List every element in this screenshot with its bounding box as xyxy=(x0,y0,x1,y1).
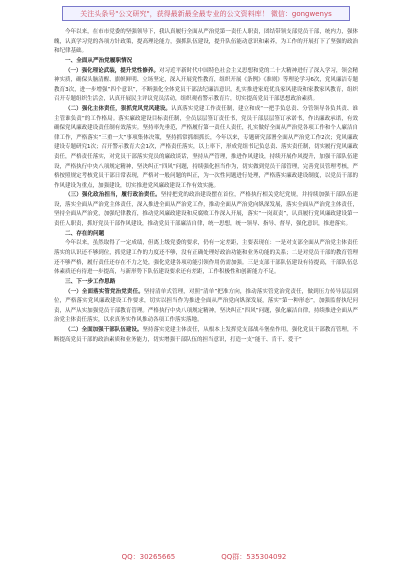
section-1-text-2: 认真落实党建工作责任制，建立和成“一把手负总责、分管领导各负其责、谁主管谁负责”的工作格局。落实廉政建设目标责任制，全员层层签订责任书，党员干部层层签订承诺书，作出廉政承诺，有效确保党风廉政建设责任制有效落实。坚持率先垂范，严格履行第一责任人责任，扎实做好全面从严治党各项工作和个人廉洁自律工作，严格落实“三重一大”事项集体决策，坚持抓常抓细抓长，今年以来，专题研究部署全面从严治党工作2次；党风廉政建设专题研究1次；召开警示教育大会1次，严格责任落实，以上率下，形成党组书记负总责、落实责任制，切实履行党风廉政责任，严格责任落实，对党员干部落实党员的廉政谈话，坚持从严管理，推进作风建设，持续开展作风提升，加强干部队伍建设，严格执行中央八项规定精神，坚决纠正“四风”问题，持续强化担当作为，切实做到党员干部管理，完善党员管理考核，严格按照规定考核党员干部日常表现，严格对一般问题的纠正，为一次性问题进行处理，严格落实廉政建设制度，以党员干部的作风建设为重点，加强建设，切实推进党风廉政建设工作有效实施。 xyxy=(54,105,359,189)
section-2-paragraph: 今年以来，虽然取得了一定成绩，但离上级党委的要求，仍有一定差距，主要表现在：一是对支部全面从严治党主体责任落实的认识还不够到位，抓党建工作的力度还不够，没有正确处理好政治功能和业务功能的关系；二是对党员干部的教育管理还不够严格，履行责任还存在不力之处，强化党建各项功能引领作用仍需加强。三是支部干部队伍建设有待提高，干部队伍总体素质还有待进一步提高，与新形势下队伍建设要求还有差距，工作积极性和创新能力不足。 xyxy=(54,240,358,276)
section-1-subheading-1: （一）强化理论武装，提升党性修养。 xyxy=(65,67,159,74)
section-1-text-1: 对习近平新时代中国特色社会主义思想和党的二十大精神进行了深入学习，领会精神实质，确保头脑清醒、旗帜鲜明、立场坚定，深入开展党性教育，组织开展《条例》《准则》等理论学习6次，党风廉洁专题教育3次，进一步增强“四个意识”，不断强化全体党员干部法纪廉洁意识，扎实推进家庭优良家风建设和家教家风教育，组织召开专题组织生活会，认真开展民主评议党员活动，组织观看警示教育片，切实提高党员干部思想政治素质。 xyxy=(54,67,358,103)
section-3-text-2: 坚持落实党建主体责任，从根本上发挥党支部战斗堡垒作用，强化党员干部教育管理，不断提高党员干部的政治素质和业务能力，切实增强干部队伍的担当意识，打造一支“能干、肯干、爱干” xyxy=(54,327,358,343)
section-1-subheading-3: （三）强化政治担当，履行政治责任。 xyxy=(65,192,161,199)
footer-qq: QQ：30265665 xyxy=(121,553,176,561)
section-2-heading: 二、存在的问题 xyxy=(65,230,105,237)
section-1-paragraph-1 xyxy=(54,67,358,105)
promo-banner[interactable] xyxy=(62,6,350,21)
section-3-subheading-2: （二）全面加强干部队伍建设。 xyxy=(65,327,143,334)
section-1-paragraph-2 xyxy=(54,105,358,191)
section-3-subheading-1: （一）全面落实管党治党责任。 xyxy=(65,288,144,295)
promo-banner-text: 关注头条号"公文研究"，获得最新最全最专业的公文资料库！ 微信：gongwenys xyxy=(80,9,332,18)
footer-qq-group: QQ群：535304092 xyxy=(221,553,287,561)
section-3-heading: 三、下一步工作思路 xyxy=(65,278,116,285)
section-3-text-1: 坚持清单式管理，对照“清单”把准方向，推动落实管党治党责任，做到压力传导层层到位，严格落实党风廉政建设工作要求，切实以担当作为推进全面从严治党向纵深发展，落实“第一种形态”，加强监督执纪问责，从严从实加强党员干部教育管理。严格执行中央八项规定精神，坚决纠正“四风”问题，强化廉洁自律，持续推进全面从严治党主体责任落实，以求真务实作风推动各项工作落实落地。 xyxy=(54,288,358,324)
section-3-paragraph-1 xyxy=(54,288,358,326)
section-1-paragraph-3 xyxy=(54,191,358,229)
intro-paragraph: 今年以来，在市市党委的坚强领导下，我认真履行全面从严治党第一责任人职责，团结带领支部党员干部，统内力，强体魄，认真学习党的各项方针政策，提高理论能力，强抓队伍建设，提升队伍能动意识和素养，为工作的开展打下了坚强的政治和纪律基础。 xyxy=(54,29,358,55)
document-body xyxy=(54,28,358,345)
contact-footer xyxy=(0,552,408,562)
section-1-subheading-2: （二）强化主体责任，狠抓党风党风建设。 xyxy=(65,105,172,112)
section-1-heading: 一、全面从严治党履职情况 xyxy=(65,57,133,64)
section-3-paragraph-2 xyxy=(54,326,358,345)
section-1-text-3: 坚持把党的政治建设摆在首位，严格执行相关党纪党规，并持续加强干部队伍建设，落实全面从严治党主体责任，深入推进全面从严治党工作，推动全面从严治党向纵深发展，落实全面从严治党主体责任，坚持全面从严治党，加强纪律教育，推动党风廉政建设和反腐败工作深入开展，落实“一岗双责”，认真履行党风廉政建设第一责任人职责，抓好党员干部作风建设，推动党员干部廉洁自律，统一思想，统一领导、指导、督导，强化意识，推进落实。 xyxy=(54,192,358,228)
